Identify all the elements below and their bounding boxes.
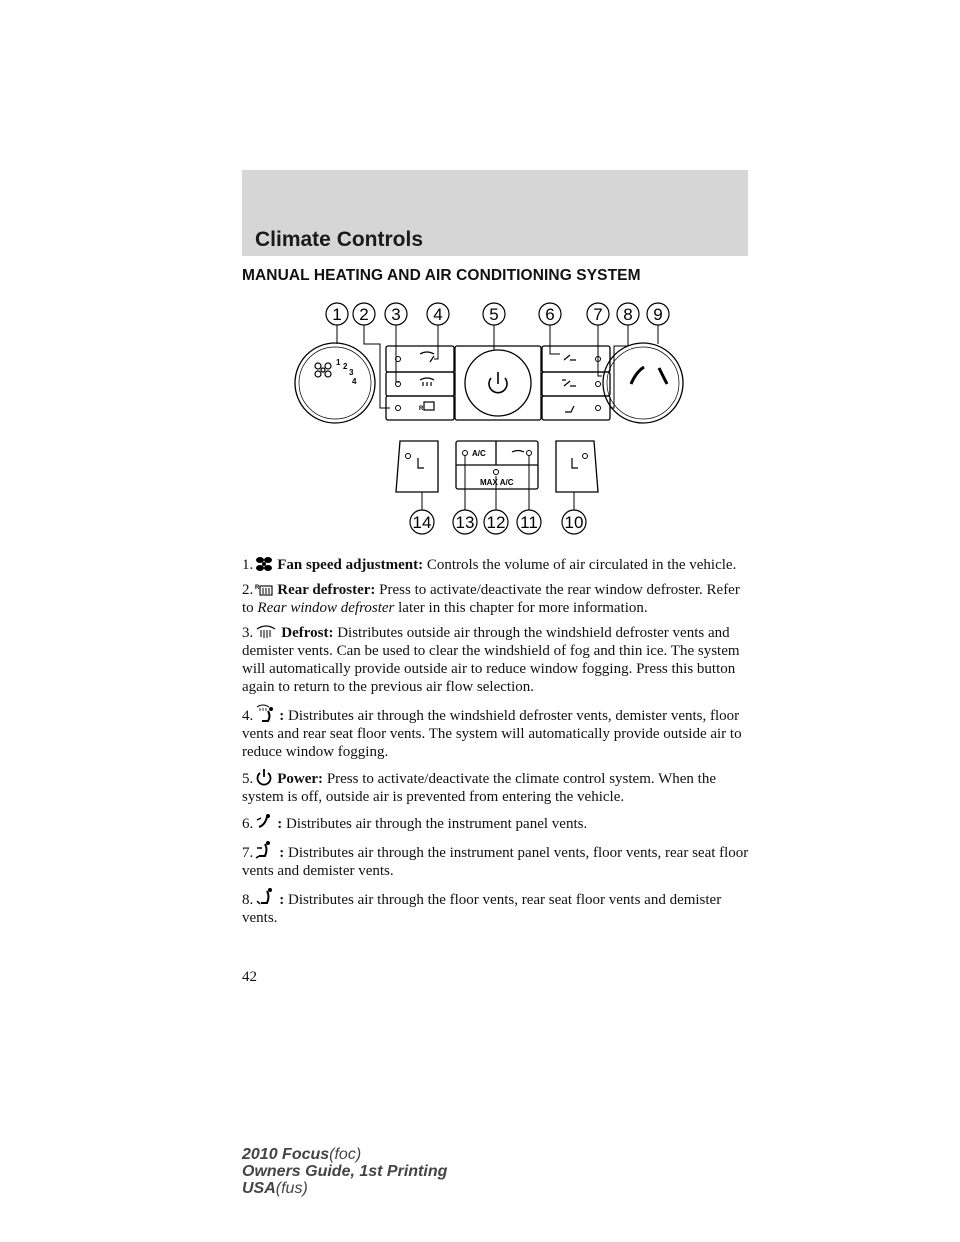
callout-2: 2 (359, 305, 369, 324)
callout-8: 8 (623, 305, 633, 324)
driver-seat-heat-button (396, 441, 438, 492)
ac-label: A/C (472, 449, 486, 458)
list-item: 4. : Distributes air through the windshield defroster vents, demister vents, floor vents and rear seat floor vents. The system will automatically provide outside air to reduce window fogging. (242, 703, 754, 761)
power-icon (255, 768, 273, 786)
panel-floor-icon (255, 840, 275, 860)
callout-3: 3 (391, 305, 401, 324)
section-title: MANUAL HEATING AND AIR CONDITIONING SYSTEM (242, 267, 641, 284)
list-item: 3. Defrost: Distributes outside air through the windshield defroster vents and demister vents. Can be used to clear the windshield of fog and thin ice. The system will automatically provide outside air to reduce window fogging. Press this button again to return to the previous air flow selection. (242, 625, 740, 695)
rear-label: R (419, 406, 424, 412)
max-ac-label: MAX A/C (480, 478, 514, 487)
list-item: 5. Power: Press to activate/deactivate the climate control system. When the system is off, outside air is prevented from entering the vehicle. (242, 768, 754, 806)
callout-4: 4 (433, 305, 443, 324)
fan-knob (295, 343, 375, 423)
fan-icon (255, 556, 273, 572)
list-item: 6. : Distributes air through the instrument panel vents. (242, 813, 754, 833)
fan-mark-3: 3 (349, 368, 354, 377)
list-item: 1. Fan speed adjustment: Controls the volume of air circulated in the vehicle. (242, 557, 737, 573)
temperature-knob (603, 343, 683, 423)
defrost-icon (255, 624, 277, 640)
footer: 2010 Focus(foc) Owners Guide, 1st Printing USA(fus) (242, 1146, 448, 1197)
fan-mark-2: 2 (343, 362, 348, 371)
floor-vent-icon (255, 887, 275, 907)
passenger-seat-heat-button (556, 441, 598, 492)
callout-11: 11 (520, 513, 538, 532)
callout-6: 6 (545, 305, 555, 324)
callout-9: 9 (653, 305, 663, 324)
fan-knob-icon (315, 363, 331, 377)
fan-mark-1: 1 (336, 358, 341, 367)
list-item: 8. : Distributes air through the floor vents, rear seat floor vents and demister vents. (242, 887, 754, 927)
list-item: 2. R Rear defroster: Press to activate/deactivate the rear window defroster. Refer to Rear window defroster later in this chapter for more information. (242, 582, 740, 616)
body-text (242, 556, 754, 934)
defrost-floor-icon (255, 703, 275, 723)
panel-vent-icon (255, 813, 273, 831)
callout-5: 5 (489, 305, 499, 324)
svg-text:R: R (255, 585, 260, 591)
callout-10: 10 (564, 513, 584, 532)
floor-vent-button (542, 396, 610, 420)
page-number: 42 (242, 969, 257, 985)
fan-mark-4: 4 (352, 377, 357, 386)
climate-control-diagram (280, 296, 700, 544)
callout-14: 14 (412, 513, 432, 532)
callout-7: 7 (593, 305, 603, 324)
panel-vent-button (542, 346, 610, 372)
page-title: Climate Controls (255, 228, 424, 251)
callout-1: 1 (332, 305, 342, 324)
rear-defrost-icon (255, 583, 273, 597)
callout-12: 12 (486, 513, 506, 532)
callout-13: 13 (455, 513, 475, 532)
list-item: 7. : Distributes air through the instrument panel vents, floor vents, rear seat floor vents and demister vents. (242, 840, 754, 880)
